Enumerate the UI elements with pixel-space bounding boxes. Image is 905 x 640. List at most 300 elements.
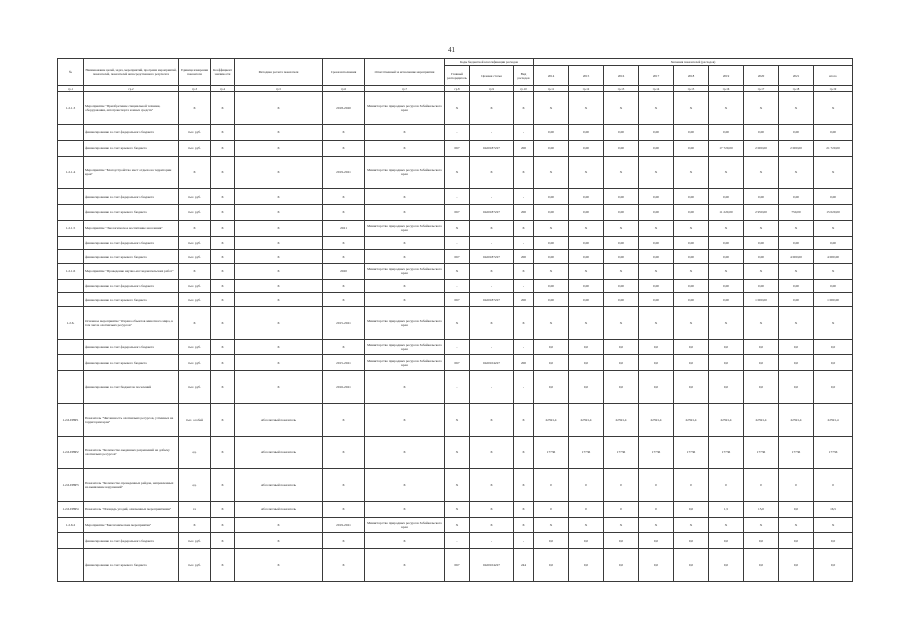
table-cell: 0,00 xyxy=(814,189,853,205)
table-cell: 0,0 xyxy=(569,549,604,582)
table-cell: X xyxy=(211,501,235,517)
table-cell: X xyxy=(365,189,445,205)
table-cell: 0,0 xyxy=(779,371,814,404)
table-cell: X xyxy=(604,517,639,533)
table-cell: 0,00 xyxy=(604,293,639,307)
table-cell: тыс. руб. xyxy=(179,533,211,549)
table-row xyxy=(58,263,853,279)
column-index-cell: гр.6 xyxy=(323,86,365,92)
table-row xyxy=(58,403,853,436)
table-cell: X xyxy=(514,469,534,502)
table-cell: X xyxy=(709,307,744,340)
table-cell: 0,00 xyxy=(639,236,674,250)
table-cell: X xyxy=(639,220,674,236)
column-index-cell: гр.19 xyxy=(814,86,853,92)
table-cell: X xyxy=(814,220,853,236)
table-cell: X xyxy=(744,156,779,189)
table-cell: 0,00 xyxy=(534,293,569,307)
table-cell: X xyxy=(604,156,639,189)
header-year: 2021 xyxy=(779,66,814,86)
table-cell: X xyxy=(639,517,674,533)
table-cell: 0,0 xyxy=(709,339,744,355)
table-cell: 0,00 xyxy=(744,279,779,293)
header-total: итого xyxy=(814,66,853,86)
table-cell: 0,0 xyxy=(779,533,814,549)
table-cell: - xyxy=(445,189,470,205)
table-cell: 0,00 xyxy=(604,279,639,293)
table-cell: 0,00 xyxy=(744,236,779,250)
table-cell: 0,0 xyxy=(639,533,674,549)
row-title-cell: финансирование за счет краевого бюджета xyxy=(84,140,179,156)
table-cell: 0,0 xyxy=(639,549,674,582)
table-cell: 17736 xyxy=(779,436,814,469)
table-cell: X xyxy=(445,156,470,189)
table-cell: 1 000,00 xyxy=(744,293,779,307)
table-cell: 0,00 xyxy=(709,124,744,140)
row-title-cell: финансирование за счет федерального бюджета xyxy=(84,124,179,140)
row-number-cell xyxy=(58,279,84,293)
column-index-cell: гр.18 xyxy=(779,86,814,92)
column-index-cell: гр.1 xyxy=(58,86,84,92)
row-number-cell xyxy=(58,140,84,156)
table-cell: X xyxy=(514,307,534,340)
table-cell: - xyxy=(445,236,470,250)
table-cell: X xyxy=(235,307,323,340)
table-cell: X xyxy=(179,517,211,533)
table-cell: - xyxy=(514,124,534,140)
table-cell: X xyxy=(744,220,779,236)
table-cell: 0,0 xyxy=(534,371,569,404)
table-cell: X xyxy=(514,92,534,125)
table-cell: 0,00 xyxy=(674,279,709,293)
table-cell: X xyxy=(514,517,534,533)
table-cell: 0,00 xyxy=(709,293,744,307)
table-cell: 0,00 xyxy=(569,140,604,156)
table-cell: 0,00 xyxy=(674,293,709,307)
table-cell: X xyxy=(514,263,534,279)
header-values: Значения показателей (расходов) xyxy=(534,59,853,66)
table-cell: 15 020,00 xyxy=(814,204,853,220)
column-index-cell: гр.9 xyxy=(470,86,514,92)
column-index-cell: гр.16 xyxy=(709,86,744,92)
table-cell: 17736 xyxy=(534,436,569,469)
table-cell: 0,00 xyxy=(569,250,604,264)
table-cell: - xyxy=(470,236,514,250)
table-cell: Министерство природных ресурсов Забайкальского края xyxy=(365,517,445,533)
table-cell: X xyxy=(534,263,569,279)
table-cell: X xyxy=(235,236,323,250)
table-cell: X xyxy=(744,307,779,340)
table-cell: X xyxy=(235,355,323,371)
table-cell: 0,0 xyxy=(534,533,569,549)
table-cell: X xyxy=(445,220,470,236)
table-cell: Абсолютный показатель xyxy=(235,436,323,469)
table-cell: 2018-2020 xyxy=(323,92,365,125)
table-cell: 0,00 xyxy=(534,204,569,220)
row-title-cell: Мероприятие "Экологическое воспитание населения" xyxy=(84,220,179,236)
table-cell: X xyxy=(534,92,569,125)
table-cell: 200 xyxy=(514,355,534,371)
table-cell: 0 xyxy=(639,469,674,502)
table-cell: X xyxy=(445,436,470,469)
table-cell: 4 000,00 xyxy=(814,250,853,264)
table-cell: X xyxy=(211,293,235,307)
table-cell: X xyxy=(470,307,514,340)
table-cell: 0,00 xyxy=(534,124,569,140)
table-cell: - xyxy=(470,279,514,293)
table-cell: тыс. руб. xyxy=(179,279,211,293)
table-cell: X xyxy=(779,307,814,340)
table-cell: 22591,4 xyxy=(779,403,814,436)
table-cell: X xyxy=(211,355,235,371)
table-cell: 0,00 xyxy=(639,189,674,205)
table-cell: 0,0 xyxy=(744,533,779,549)
table-cell: X xyxy=(365,469,445,502)
table-cell: 0,0 xyxy=(674,355,709,371)
table-cell: 22591,4 xyxy=(814,403,853,436)
row-title-cell: финансирование за счет федерального бюджета xyxy=(84,189,179,205)
table-cell: 0,00 xyxy=(604,124,639,140)
table-cell: X xyxy=(235,124,323,140)
table-cell: 0,0 xyxy=(604,355,639,371)
table-cell: 0,0 xyxy=(709,355,744,371)
table-cell: тыс. руб. xyxy=(179,371,211,404)
table-cell: 0,00 xyxy=(639,204,674,220)
table-cell: 0 xyxy=(569,501,604,517)
table-cell: га xyxy=(179,501,211,517)
table-cell: 0,0 xyxy=(674,371,709,404)
table-cell: X xyxy=(179,263,211,279)
table-cell: - xyxy=(445,339,470,355)
table-cell: X xyxy=(235,549,323,582)
table-cell: 22591,4 xyxy=(639,403,674,436)
table-cell: X xyxy=(323,124,365,140)
row-title-cell: финансирование за счет краевого бюджета xyxy=(84,549,179,582)
table-cell: X xyxy=(709,220,744,236)
row-number-cell: 1.2.1.3 xyxy=(58,92,84,125)
table-cell: X xyxy=(470,220,514,236)
header-glava: Главный распорядитель xyxy=(445,66,470,86)
table-cell: 0 xyxy=(814,469,853,502)
table-cell: 0 xyxy=(534,501,569,517)
table-cell: X xyxy=(674,307,709,340)
table-cell: X xyxy=(569,156,604,189)
table-cell: X xyxy=(814,517,853,533)
table-cell: 0 xyxy=(709,469,744,502)
table-cell: 0 xyxy=(604,469,639,502)
table-cell: - xyxy=(470,189,514,205)
table-cell: 2019-2021 xyxy=(323,156,365,189)
row-number-cell xyxy=(58,189,84,205)
table-cell: 0,0 xyxy=(604,533,639,549)
table-cell: 0,0 xyxy=(674,501,709,517)
column-index-cell: гр.2 xyxy=(84,86,179,92)
table-cell: X xyxy=(674,517,709,533)
table-cell: X xyxy=(534,307,569,340)
table-cell: X xyxy=(235,517,323,533)
table-cell: 0,00 xyxy=(569,293,604,307)
table-cell: 0,00 xyxy=(604,140,639,156)
table-cell: 0,00 xyxy=(709,236,744,250)
table-cell: X xyxy=(211,279,235,293)
table-cell: X xyxy=(235,339,323,355)
row-title-cell: Основное мероприятие "Охрана объектов животного мира, в том числе охотничьих ресурсов" xyxy=(84,307,179,340)
table-cell: X xyxy=(179,307,211,340)
table-cell: 2016-2021 xyxy=(323,371,365,404)
table-cell: 0,00 xyxy=(569,236,604,250)
table-row xyxy=(58,156,853,189)
table-cell: 0,00 xyxy=(639,293,674,307)
table-cell: X xyxy=(323,501,365,517)
table-cell: X xyxy=(211,140,235,156)
table-cell: X xyxy=(323,189,365,205)
column-index-cell: гр.8 xyxy=(445,86,470,92)
table-cell: 0,00 xyxy=(709,250,744,264)
table-cell: X xyxy=(814,92,853,125)
table-cell: X xyxy=(779,263,814,279)
table-cell: X xyxy=(323,204,365,220)
table-cell: 0420187227 xyxy=(470,140,514,156)
row-number-cell xyxy=(58,533,84,549)
table-cell: 0,00 xyxy=(814,279,853,293)
table-cell: X xyxy=(235,92,323,125)
row-number-cell xyxy=(58,549,84,582)
header-budget-codes: Коды бюджетной классификации расходов xyxy=(445,59,534,66)
table-cell: X xyxy=(674,92,709,125)
table-cell: 2019-2021 xyxy=(323,517,365,533)
table-cell: 2 000,00 xyxy=(779,140,814,156)
table-cell: X xyxy=(744,92,779,125)
table-row xyxy=(58,140,853,156)
table-cell: 0,00 xyxy=(814,124,853,140)
row-title-cell: финансирование за счет краевого бюджета xyxy=(84,204,179,220)
row-number-cell xyxy=(58,204,84,220)
table-cell: X xyxy=(814,263,853,279)
table-cell: 11 220,00 xyxy=(709,204,744,220)
table-cell: 0,0 xyxy=(639,355,674,371)
table-cell: X xyxy=(323,403,365,436)
table-cell: X xyxy=(211,220,235,236)
table-cell: X xyxy=(235,140,323,156)
table-cell: X xyxy=(235,220,323,236)
table-cell: 0,00 xyxy=(639,140,674,156)
table-cell: Министерство природных ресурсов Забайкальского края xyxy=(365,307,445,340)
table-cell: 0,0 xyxy=(569,355,604,371)
column-index-cell: гр.14 xyxy=(639,86,674,92)
table-cell: X xyxy=(744,517,779,533)
table-cell: тыс. руб. xyxy=(179,124,211,140)
table-row xyxy=(58,371,853,404)
header-vr: Вид расходов xyxy=(514,66,534,86)
header-name: Наименование целей, задач, мероприятий, программ мероприятий, показателей, показателей непосредственного результата xyxy=(84,59,179,86)
table-cell: 17 720,00 xyxy=(709,140,744,156)
table-cell: 067 xyxy=(445,204,470,220)
table-cell: 067 xyxy=(445,355,470,371)
table-cell: X xyxy=(604,92,639,125)
row-title-cell: финансирование за счет краевого бюджета xyxy=(84,293,179,307)
table-cell: X xyxy=(179,220,211,236)
table-cell: X xyxy=(323,533,365,549)
table-cell: X xyxy=(235,263,323,279)
row-title-cell: Мероприятие "Проведение научно-исследовательских работ" xyxy=(84,263,179,279)
table-cell: 15,0 xyxy=(744,501,779,517)
table-cell: 0,00 xyxy=(814,236,853,250)
table-cell: Абсолютный показатель xyxy=(235,403,323,436)
table-cell: тыс. руб. xyxy=(179,236,211,250)
table-row xyxy=(58,293,853,307)
table-row xyxy=(58,517,853,533)
table-cell: Абсолютный показатель xyxy=(235,501,323,517)
table-cell: 0420187227 xyxy=(470,293,514,307)
table-cell: 0,00 xyxy=(569,124,604,140)
header-year: 2016 xyxy=(604,66,639,86)
table-cell: 0,00 xyxy=(674,250,709,264)
row-number-cell: 1.2.6.ПНР4 xyxy=(58,501,84,517)
row-title-cell: Показатель "Количество выданных разрешений на добычу охотничьих ресурсов" xyxy=(84,436,179,469)
table-cell: 22591,4 xyxy=(604,403,639,436)
table-cell: X xyxy=(709,92,744,125)
table-cell: X xyxy=(814,156,853,189)
table-cell: Министерство природных ресурсов Забайкальского края xyxy=(365,355,445,371)
table-cell: X xyxy=(365,124,445,140)
table-cell: 244 xyxy=(514,549,534,582)
table-cell: 22591,4 xyxy=(534,403,569,436)
table-cell: 067 xyxy=(445,549,470,582)
column-index-cell: гр.3 xyxy=(179,86,211,92)
table-cell: X xyxy=(365,403,445,436)
table-cell: X xyxy=(365,140,445,156)
table-cell: X xyxy=(365,371,445,404)
table-cell: 0,0 xyxy=(779,501,814,517)
table-cell: 200 xyxy=(514,293,534,307)
table-cell: X xyxy=(323,469,365,502)
table-cell: 0,0 xyxy=(744,355,779,371)
table-cell: 0,00 xyxy=(744,124,779,140)
table-cell: 0 xyxy=(569,469,604,502)
row-number-cell xyxy=(58,236,84,250)
table-cell: 0,00 xyxy=(534,140,569,156)
table-cell: X xyxy=(569,263,604,279)
table-cell: 0420187227 xyxy=(470,204,514,220)
table-cell: X xyxy=(779,517,814,533)
table-cell: X xyxy=(211,124,235,140)
table-cell: X xyxy=(211,549,235,582)
table-cell: X xyxy=(323,279,365,293)
table-cell: 22591,4 xyxy=(709,403,744,436)
table-cell: X xyxy=(569,92,604,125)
table-row xyxy=(58,204,853,220)
row-number-cell: 1.2.6.ПНР2 xyxy=(58,436,84,469)
row-title-cell: финансирование за счет краевого бюджета xyxy=(84,355,179,371)
table-cell: 0,00 xyxy=(779,279,814,293)
table-cell: - xyxy=(445,279,470,293)
table-cell: 0,00 xyxy=(674,140,709,156)
table-cell: 0420104227 xyxy=(470,355,514,371)
row-title-cell: Мероприятие "Приобретение специальной техники, оборудования, автотранспорта и иных средств" xyxy=(84,92,179,125)
table-cell: X xyxy=(514,436,534,469)
table-cell: X xyxy=(365,501,445,517)
table-cell: X xyxy=(744,263,779,279)
table-cell: 0,0 xyxy=(744,371,779,404)
table-cell: X xyxy=(604,307,639,340)
table-cell: X xyxy=(445,517,470,533)
table-cell: X xyxy=(365,250,445,264)
table-cell: 0 xyxy=(744,469,779,502)
table-cell: 0,0 xyxy=(779,549,814,582)
table-row xyxy=(58,220,853,236)
table-cell: - xyxy=(514,279,534,293)
table-cell: 0,00 xyxy=(709,279,744,293)
row-number-cell xyxy=(58,250,84,264)
table-cell: X xyxy=(639,92,674,125)
table-cell: X xyxy=(323,436,365,469)
table-cell: X xyxy=(604,263,639,279)
table-cell: 0,0 xyxy=(814,533,853,549)
table-cell: Абсолютный показатель xyxy=(235,469,323,502)
table-cell: 0,00 xyxy=(534,189,569,205)
table-cell: 0,0 xyxy=(604,371,639,404)
table-cell: X xyxy=(211,263,235,279)
table-cell: Министерство природных ресурсов Забайкальского края xyxy=(365,220,445,236)
table-cell: - xyxy=(514,339,534,355)
table-cell: X xyxy=(470,517,514,533)
row-number-cell: 1.2.6.2 xyxy=(58,517,84,533)
table-cell: 200 xyxy=(514,204,534,220)
table-cell: X xyxy=(514,501,534,517)
table-cell: 0,0 xyxy=(814,355,853,371)
table-cell: ед. xyxy=(179,469,211,502)
table-cell: тыс. руб. xyxy=(179,339,211,355)
header-no: № xyxy=(58,59,84,86)
table-cell: 0420104227 xyxy=(470,549,514,582)
header-year: 2015 xyxy=(569,66,604,86)
table-cell: 067 xyxy=(445,250,470,264)
header-year: 2018 xyxy=(674,66,709,86)
table-cell: - xyxy=(470,533,514,549)
table-cell: X xyxy=(211,403,235,436)
table-cell: 2021 xyxy=(323,220,365,236)
table-cell: 0,0 xyxy=(744,549,779,582)
table-cell: X xyxy=(514,156,534,189)
table-cell: тыс. руб. xyxy=(179,355,211,371)
table-cell: 200 xyxy=(514,250,534,264)
table-cell: 0,0 xyxy=(534,339,569,355)
header-responsible: Ответственный за исполнение мероприятия xyxy=(365,59,445,86)
row-title-cell: Мероприятие "Благоустройство мест отдыха на территории края" xyxy=(84,156,179,189)
table-cell: Министерство природных ресурсов Забайкальского края xyxy=(365,92,445,125)
table-cell: 2015-2021 xyxy=(323,307,365,340)
header-terms: Сроки исполнения xyxy=(323,59,365,86)
header-year: 2014 xyxy=(534,66,569,86)
header-csr: Целевая статья xyxy=(470,66,514,86)
table-cell: X xyxy=(179,156,211,189)
table-cell: 0,00 xyxy=(674,236,709,250)
table-cell: X xyxy=(211,339,235,355)
table-cell: 0,00 xyxy=(744,250,779,264)
row-number-cell: 1.2.1.4 xyxy=(58,156,84,189)
table-cell: X xyxy=(235,371,323,404)
table-cell: X xyxy=(235,293,323,307)
table-cell: 0,00 xyxy=(779,293,814,307)
table-cell: X xyxy=(211,307,235,340)
table-cell: 0,0 xyxy=(674,339,709,355)
table-cell: X xyxy=(211,436,235,469)
row-number-cell: 1.2.6.ПНР1 xyxy=(58,403,84,436)
table-cell: X xyxy=(674,220,709,236)
row-title-cell: финансирование за счет федерального бюджета xyxy=(84,236,179,250)
table-cell: 0,00 xyxy=(779,189,814,205)
table-cell: 2 950,00 xyxy=(744,204,779,220)
